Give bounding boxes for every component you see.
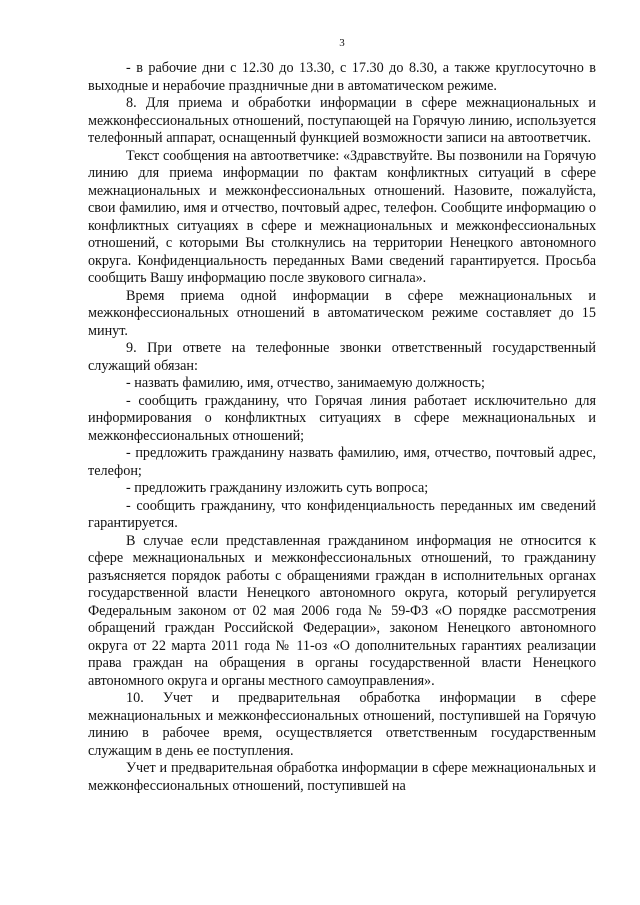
page-number: 3: [339, 37, 345, 49]
document-page: [88, 36, 596, 795]
duty-list-item: - назвать фамилию, имя, отчество, занимаемую должность;: [126, 375, 485, 391]
duty-list-item: - сообщить гражданину, что конфиденциальность переданных им сведений гарантируется.: [88, 497, 596, 531]
paragraph-item-10: 10. Учет и предварительная обработка информации в сфере межнациональных и межконфессиональных отношений, поступившей на Горячую линию в рабочее время, осуществляется ответственным государственным служащим в день ее поступления.: [88, 690, 596, 759]
paragraph-accounting-continued: Учет и предварительная обработка информации в сфере межнациональных и межконфессиональных отношений, поступившей на: [88, 760, 596, 794]
paragraph-off-hours-mode: - в рабочие дни с 12.30 до 13.30, с 17.30 до 8.30, а также круглосуточно в выходные и нерабочие праздничные дни в автоматическом режиме.: [88, 60, 596, 94]
duty-list-item: - сообщить гражданину, что Горячая линия работает исключительно для информирования о конфликтных ситуациях в сфере межнациональных и межконфессиональных отношений;: [88, 392, 596, 444]
paragraph-non-relevant-info: В случае если представленная гражданином информация не относится к сфере межнациональных и межконфессиональных отношений, то гражданину разъясняется порядок работы с обращениями граждан в исполнительных органах государственной власти Ненецкого автономного округа, который регулируется Федеральным законом от 02 мая 2006 года № 59-ФЗ «О порядке рассмотрения обращений граждан Российской Федерации», законом Ненецкого автономного округа от 22 марта 2011 года № 11-оз «О дополнительных гарантиях реализации права граждан на обращения в органы государственной власти Ненецкого автономного округа и органы местного самоуправления».: [88, 532, 596, 689]
duty-list-item: - предложить гражданину назвать фамилию, имя, отчество, почтовый адрес, телефон;: [88, 445, 596, 479]
paragraph-item-8: 8. Для приема и обработки информации в сфере межнациональных и межконфессиональных отношений, поступающей на Горячую линию, используется телефонный аппарат, оснащенный функцией возможности записи на автоответчик.: [88, 95, 596, 146]
paragraph-item-9: 9. При ответе на телефонные звонки ответственный государственный служащий обязан:: [88, 340, 596, 374]
duty-list-item: - предложить гражданину изложить суть вопроса;: [126, 480, 429, 496]
paragraph-answering-machine-text: Текст сообщения на автоответчике: «Здравствуйте. Вы позвонили на Горячую линию для приема информации по фактам конфликтных ситуаций в сфере межнациональных и межконфессиональных отношений. Назовите, пожалуйста, свои фамилию, имя и отчество, почтовый адрес, телефон. Сообщите информацию о конфликтных ситуациях в сфере и межнациональных и межконфессиональных отношений, с которыми Вы столкнулись на территории Ненецкого автономного округа. Конфиденциальность переданных Вами сведений гарантируется. Просьба сообщить Вашу информацию после звукового сигнала».: [88, 147, 596, 286]
paragraph-reception-time: Время приема одной информации в сфере межнациональных и межконфессиональных отношений в автоматическом режиме составляет до 15 минут.: [88, 287, 596, 339]
